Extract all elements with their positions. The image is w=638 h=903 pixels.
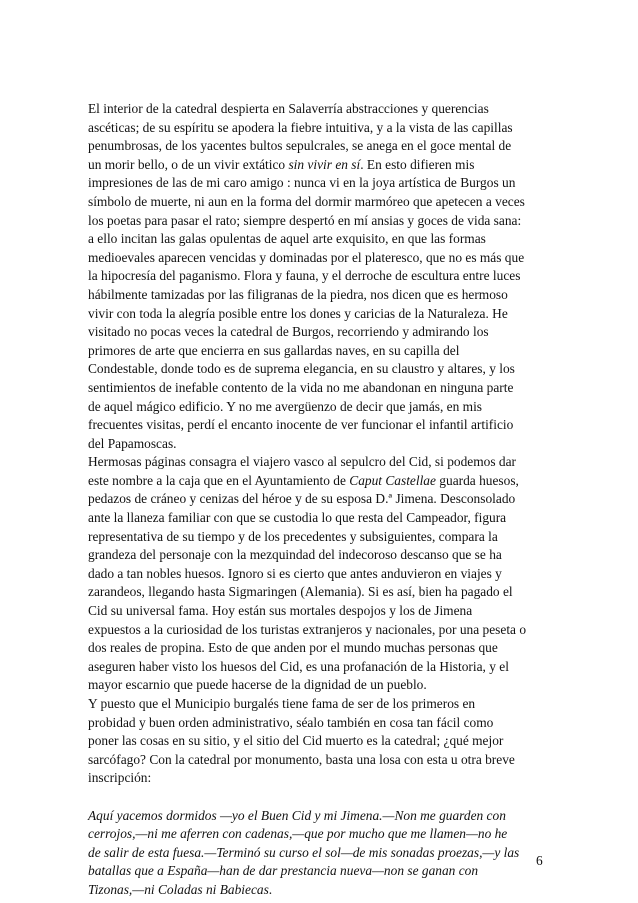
- text-line: [88, 453, 552, 472]
- text-line: [88, 881, 552, 900]
- text-run: un morir bello, o de un vivir extático: [88, 156, 289, 172]
- text-run: sentimientos de inefable contento de la vida no me abandonan en ninguna parte: [88, 379, 514, 395]
- text-line: [88, 249, 552, 268]
- text-run: zarandeos, llegando hasta Sigmaringen (Alemania). Si es así, bien ha pagado el: [88, 584, 513, 600]
- text-run: primores de arte que encierra en sus gallardas naves, en su capilla del: [88, 342, 460, 358]
- text-line: [88, 119, 552, 138]
- text-line: [88, 490, 552, 509]
- text-line: [88, 416, 552, 435]
- text-line: [88, 193, 552, 212]
- text-run: visitado no pocas veces la catedral de Burgos, recorriendo y admirando los: [88, 324, 489, 340]
- text-line: [88, 360, 552, 379]
- text-line: [88, 639, 552, 658]
- text-run: penumbrosas, de los yacentes bultos sepulcrales, se anega en el goce mental de: [88, 138, 512, 154]
- text-line: [88, 286, 552, 305]
- text-line: [88, 769, 552, 788]
- text-line: [88, 305, 552, 324]
- text-line: [88, 714, 552, 733]
- blank-line: [88, 788, 552, 807]
- body-text: [88, 100, 552, 900]
- text-line: [88, 528, 552, 547]
- text-line: [88, 323, 552, 342]
- text-run: mayor escarnio que puede hacerse de la dignidad de un pueblo.: [88, 677, 427, 693]
- text-line: [88, 137, 552, 156]
- text-line: [88, 732, 552, 751]
- text-run: inscripción:: [88, 770, 152, 786]
- text-line: [88, 342, 552, 361]
- text-run: pedazos de cráneo y cenizas del héroe y de su esposa D.ª Jimena. Desconsolado: [88, 491, 516, 507]
- text-line: [88, 565, 552, 584]
- text-line: [88, 602, 552, 621]
- italic-text: Tizonas,—ni Coladas ni Babiecas: [88, 881, 269, 897]
- text-run: de aquel mágico edificio. Y no me avergüenzo de decir que jamás, en mis: [88, 398, 483, 414]
- text-run: medioevales aparecen vencidas y dominadas por el plateresco, que no es más que: [88, 249, 525, 265]
- text-run: expuestos a la curiosidad de los turistas extranjeros y nacionales, por una peseta o: [88, 621, 527, 637]
- text-run: hábilmente tamizadas por las filigranas de la piedra, nos dicen que es hermoso: [88, 286, 508, 302]
- text-run: Y puesto que el Municipio burgalés tiene fama de ser de los primeros en: [88, 696, 476, 711]
- text-line: [88, 379, 552, 398]
- text-run: poner las cosas en su sitio, y el sitio del Cid muerto es la catedral; ¿qué mejor: [88, 733, 504, 749]
- text-run: vivir con toda la alegría posible entre los dones y caricias de la Naturaleza. He: [88, 305, 508, 321]
- text-run: los poetas para pasar el rato; siempre despertó en mí ansias y goces de vida sana:: [88, 212, 522, 228]
- text-run: sarcófago? Con la catedral por monumento, basta una losa con esta u otra breve: [88, 751, 515, 767]
- text-run: ascéticas; de su espíritu se apodera la fiebre intuitiva, y a la vista de las capillas: [88, 119, 513, 135]
- italic-text: Caput Castellae: [349, 472, 436, 488]
- text-run: Hermosas páginas consagra el viajero vasco al sepulcro del Cid, si podemos dar: [88, 454, 517, 470]
- italic-text: batallas que a España—han de dar prestancia nueva—non se ganan con: [88, 863, 479, 879]
- text-line: [88, 825, 552, 844]
- text-run: grandeza del personaje con la mezquindad del indecoroso descanso que se ha: [88, 547, 502, 563]
- text-run: El interior de la catedral despierta en Salaverría abstracciones y querencias: [88, 101, 489, 116]
- text-line: [88, 435, 552, 454]
- text-run: símbolo de muerte, ni aun en la forma del dormir marmóreo que apetecen a veces: [88, 193, 525, 209]
- text-line: [88, 676, 552, 695]
- text-line: [88, 174, 552, 193]
- text-run: a ello incitan las galas opulentas de aquel arte exquisito, en que las formas: [88, 231, 486, 247]
- text-line: [88, 751, 552, 770]
- italic-text: de salir de esta fuesa.—Terminó su curso el sol—de mis sonadas proezas,—y las: [88, 844, 520, 860]
- text-run: . En esto difieren mis: [360, 156, 475, 172]
- text-line: [88, 230, 552, 249]
- text-line: [88, 844, 552, 863]
- text-line: [88, 621, 552, 640]
- text-line: [88, 100, 552, 119]
- text-line: [88, 398, 552, 417]
- text-line: [88, 156, 552, 175]
- text-line: [88, 472, 552, 491]
- italic-text: Aquí yacemos dormidos —yo el Buen Cid y mi Jimena.—Non me guarden con: [88, 807, 506, 823]
- text-line: [88, 583, 552, 602]
- text-run: Cid su universal fama. Hoy están sus mortales despojos y los de Jimena: [88, 603, 473, 619]
- text-line: [88, 509, 552, 528]
- text-run: probidad y buen orden administrativo, séalo también en cosa tan fácil como: [88, 714, 494, 730]
- text-line: [88, 267, 552, 286]
- text-run: este nombre a la caja que en el Ayuntamiento de: [88, 472, 350, 488]
- text-run: .: [268, 881, 273, 897]
- text-run: representativa de su tiempo y de los precedentes y subsiguientes, compara la: [88, 528, 498, 544]
- italic-text: sin vivir en sí: [288, 156, 361, 172]
- italic-text: cerrojos,—ni me aferren con cadenas,—que por mucho que me llamen—no he: [88, 826, 508, 842]
- text-line: [88, 212, 552, 231]
- text-line: [88, 658, 552, 677]
- text-run: aseguren haber visto los huesos del Cid, es una profanación de la Historia, y el: [88, 658, 509, 674]
- text-run: dado a tan nobles huesos. Ignoro si es cierto que antes anduvieron en viajes y: [88, 565, 502, 581]
- text-run: guarda huesos,: [435, 472, 519, 488]
- text-line: [88, 546, 552, 565]
- text-run: dos reales de propina. Esto de que anden por el mundo muchas personas que: [88, 640, 498, 656]
- text-run: Condestable, donde todo es de suprema elegancia, en su claustro y altares, y los: [88, 361, 515, 377]
- text-line: [88, 807, 552, 826]
- page-number: 6: [536, 853, 543, 868]
- text-run: la hipocresía del paganismo. Flora y fauna, y el derroche de escultura entre luces: [88, 268, 521, 284]
- text-run: impresiones de las de mi caro amigo : nunca vi en la joya artística de Burgos un: [88, 175, 516, 191]
- text-run: del Papamoscas.: [88, 435, 177, 451]
- text-line: [88, 862, 552, 881]
- text-run: frecuentes visitas, perdí el encanto inocente de ver funcionar el infantil artificio: [88, 417, 514, 433]
- text-line: [88, 695, 552, 714]
- text-run: ante la llaneza familiar con que se custodia lo que resta del Campeador, figura: [88, 510, 507, 526]
